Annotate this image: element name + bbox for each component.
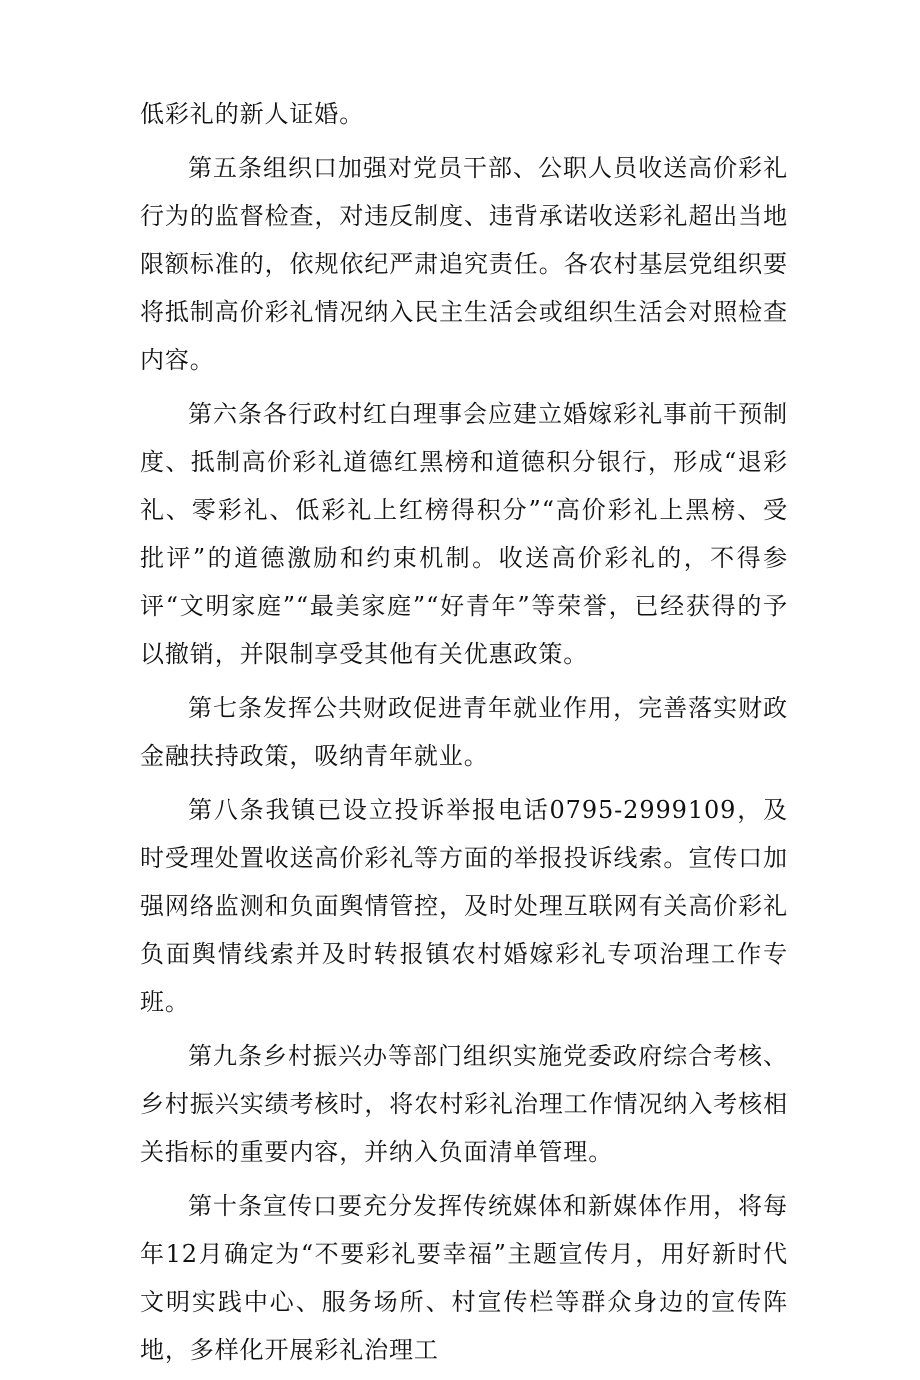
document-body: [140, 90, 788, 1380]
paragraph-article-9: 第九条乡村振兴办等部门组织实施党委政府综合考核、乡村振兴实绩考核时，将农村彩礼治理工作情况纳入考核相关指标的重要内容，并纳入负面清单管理。: [140, 1042, 788, 1166]
paragraph-continuation: 低彩礼的新人证婚。: [140, 100, 365, 128]
paragraph-article-5: 第五条组织口加强对党员干部、公职人员收送高价彩礼行为的监督检查，对违反制度、违背承诺收送彩礼超出当地限额标准的，依规依纪严肃追究责任。各农村基层党组织要将抵制高价彩礼情况纳入民主生活会或组织生活会对照检查内容。: [140, 154, 788, 374]
paragraph-article-6: 第六条各行政村红白理事会应建立婚嫁彩礼事前干预制度、抵制高价彩礼道德红黑榜和道德积分银行，形成“退彩礼、零彩礼、低彩礼上红榜得积分”“高价彩礼上黑榜、受批评”的道德激励和约束机制。收送高价彩礼的，不得参评“文明家庭”“最美家庭”“好青年”等荣誉，已经获得的予以撤销，并限制享受其他有关优惠政策。: [140, 400, 788, 668]
paragraph-article-7: 第七条发挥公共财政促进青年就业作用，完善落实财政金融扶持政策，吸纳青年就业。: [140, 694, 788, 770]
paragraph-article-8: 第八条我镇已设立投诉举报电话0795-2999109，及时受理处置收送高价彩礼等方面的举报投诉线索。宣传口加强网络监测和负面舆情管控，及时处理互联网有关高价彩礼负面舆情线索并及时转报镇农村婚嫁彩礼专项治理工作专班。: [140, 796, 788, 1016]
paragraph-article-10: 第十条宣传口要充分发挥传统媒体和新媒体作用，将每年12月确定为“不要彩礼要幸福”主题宣传月，用好新时代文明实践中心、服务场所、村宣传栏等群众身边的宣传阵地，多样化开展彩礼治理工: [140, 1192, 788, 1364]
